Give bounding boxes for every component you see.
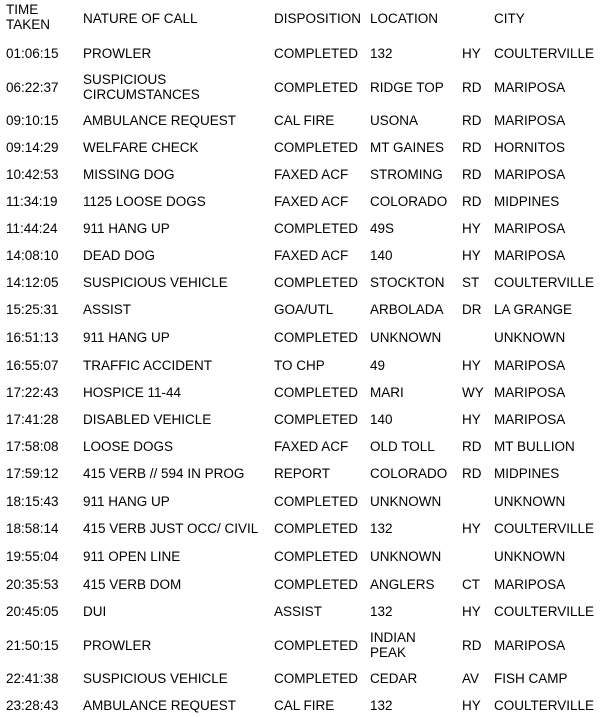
disposition-cell (274, 412, 358, 427)
nature-cell-line: SUSPICIOUS VEHICLE (83, 670, 228, 686)
city-cell (494, 248, 565, 263)
street-suffix-cell (462, 194, 482, 209)
time-cell (6, 549, 59, 564)
street-suffix-cell-line: HY (462, 220, 481, 236)
street-suffix-cell (462, 140, 482, 155)
time-cell (6, 604, 59, 619)
location-cell-line: UNKNOWN (370, 493, 442, 509)
street-suffix-cell (462, 439, 482, 454)
location-cell (370, 330, 441, 345)
street-suffix-cell (462, 248, 481, 263)
street-suffix-cell (462, 466, 482, 481)
location-cell-line: MT GAINES (370, 139, 445, 155)
nature-cell-line: PROWLER (83, 45, 152, 61)
time-cell (6, 80, 59, 95)
time-cell-line: 09:10:15 (6, 112, 59, 128)
street-suffix-cell-line: HY (462, 357, 481, 373)
city-cell-line: HORNITOS (494, 139, 566, 155)
nature-cell-line: 1125 LOOSE DOGS (83, 193, 206, 209)
street-suffix-cell-line: HY (462, 520, 481, 536)
city-cell (494, 412, 565, 427)
street-suffix-cell-line: HY (462, 697, 481, 713)
time-cell (6, 577, 59, 592)
disposition-cell-line: TO CHP (274, 357, 325, 373)
street-suffix-cell-line: ST (462, 274, 480, 290)
city-cell-line: MARIPOSA (494, 411, 566, 427)
time-cell-line: 18:58:14 (6, 520, 59, 536)
street-suffix-cell-line: CT (462, 576, 480, 592)
city-cell (494, 113, 565, 128)
nature-cell-line: AMBULANCE REQUEST (83, 697, 237, 713)
city-cell (494, 439, 575, 454)
street-suffix-cell (462, 80, 482, 95)
disposition-cell-line: REPORT (274, 465, 331, 481)
nature-cell-line: SUSPICIOUS (83, 72, 167, 87)
nature-cell-line: DEAD DOG (83, 247, 156, 263)
city-cell (494, 466, 559, 481)
nature-cell (83, 248, 155, 263)
header-time-line2: TAKEN (6, 17, 51, 32)
disposition-cell (274, 521, 358, 536)
nature-cell (83, 72, 200, 102)
location-cell-line: 132 (370, 697, 393, 713)
disposition-cell-line: FAXED ACF (274, 193, 349, 209)
disposition-cell (274, 494, 358, 509)
city-cell-line: MIDPINES (494, 193, 560, 209)
street-suffix-cell (462, 521, 481, 536)
disposition-cell (274, 671, 358, 686)
city-cell (494, 140, 565, 155)
street-suffix-cell (462, 638, 482, 653)
street-suffix-cell-line: RD (462, 112, 482, 128)
time-cell-line: 21:50:15 (6, 637, 59, 653)
time-cell-line: 23:28:43 (6, 697, 59, 713)
location-cell (370, 140, 444, 155)
location-cell (370, 194, 447, 209)
city-cell-line: MT BULLION (494, 438, 575, 454)
city-cell (494, 604, 594, 619)
nature-cell-line: 415 VERB JUST OCC/ CIVIL (83, 520, 259, 536)
time-cell-line: 09:14:29 (6, 139, 59, 155)
street-suffix-cell (462, 46, 481, 61)
nature-cell (83, 221, 170, 236)
nature-cell (83, 275, 228, 290)
location-cell-line: ARBOLADA (370, 301, 444, 317)
street-suffix-cell-line: HY (462, 603, 481, 619)
time-cell-line: 17:59:12 (6, 465, 59, 481)
disposition-cell-line: FAXED ACF (274, 166, 349, 182)
nature-cell (83, 466, 244, 481)
location-cell-line: 140 (370, 247, 393, 263)
time-cell-line: 17:22:43 (6, 384, 59, 400)
street-suffix-cell (462, 358, 481, 373)
street-suffix-cell (462, 302, 482, 317)
nature-cell-line: AMBULANCE REQUEST (83, 112, 237, 128)
time-cell-line: 11:34:19 (6, 193, 58, 209)
city-cell (494, 46, 594, 61)
street-suffix-cell-line: RD (462, 637, 482, 653)
city-cell (494, 358, 565, 373)
header-location: LOCATION (370, 11, 439, 26)
city-cell-line: MARIPOSA (494, 384, 566, 400)
nature-cell (83, 46, 151, 61)
header-time (6, 2, 50, 32)
time-cell (6, 671, 59, 686)
disposition-cell (274, 385, 358, 400)
nature-cell (83, 412, 211, 427)
location-cell (370, 439, 435, 454)
location-cell (370, 385, 404, 400)
nature-cell (83, 577, 181, 592)
street-suffix-cell (462, 412, 481, 427)
nature-cell (83, 330, 170, 345)
location-cell-line: 49S (370, 220, 395, 236)
location-cell-line: 132 (370, 603, 393, 619)
street-suffix-cell-line: RD (462, 139, 482, 155)
time-cell-line: 01:06:15 (6, 45, 59, 61)
time-cell-line: 19:55:04 (6, 548, 59, 564)
disposition-cell-line: COMPLETED (274, 411, 359, 427)
nature-cell-line: 415 VERB DOM (83, 576, 182, 592)
location-cell (370, 466, 447, 481)
disposition-cell (274, 167, 348, 182)
nature-cell-line: LOOSE DOGS (83, 438, 174, 454)
time-cell (6, 275, 59, 290)
nature-cell-line: 911 HANG UP (83, 220, 170, 236)
disposition-cell-line: CAL FIRE (274, 697, 335, 713)
location-cell-line: USONA (370, 112, 419, 128)
city-cell-line: MARIPOSA (494, 112, 566, 128)
city-cell (494, 385, 565, 400)
city-cell-line: MARIPOSA (494, 576, 566, 592)
time-cell-line: 16:55:07 (6, 357, 59, 373)
nature-cell-line: ASSIST (83, 301, 132, 317)
location-cell (370, 521, 393, 536)
time-cell-line: 06:22:37 (6, 79, 59, 95)
street-suffix-cell-line: AV (462, 670, 480, 686)
disposition-cell (274, 698, 334, 713)
time-cell (6, 46, 59, 61)
disposition-cell (274, 638, 358, 653)
time-cell (6, 248, 59, 263)
location-cell-line: 132 (370, 520, 393, 536)
disposition-cell-line: CAL FIRE (274, 112, 335, 128)
street-suffix-cell (462, 385, 484, 400)
disposition-cell-line: COMPLETED (274, 637, 359, 653)
street-suffix-cell (462, 577, 480, 592)
disposition-cell (274, 46, 358, 61)
location-cell-line: UNKNOWN (370, 548, 442, 564)
location-cell-line: 49 (370, 357, 386, 373)
time-cell (6, 358, 59, 373)
disposition-cell (274, 80, 358, 95)
time-cell-line: 20:45:05 (6, 603, 59, 619)
street-suffix-cell (462, 113, 482, 128)
disposition-cell (274, 221, 358, 236)
disposition-cell (274, 466, 330, 481)
street-suffix-cell (462, 167, 482, 182)
nature-cell-line: 911 HANG UP (83, 329, 170, 345)
city-cell-line: COULTERVILLE (494, 697, 595, 713)
time-cell (6, 330, 59, 345)
street-suffix-cell (462, 604, 481, 619)
disposition-cell-line: COMPLETED (274, 384, 359, 400)
nature-cell (83, 194, 206, 209)
disposition-cell (274, 549, 358, 564)
street-suffix-cell-line: RD (462, 193, 482, 209)
disposition-cell-line: COMPLETED (274, 139, 359, 155)
disposition-cell-line: COMPLETED (274, 493, 359, 509)
nature-cell-line: 415 VERB // 594 IN PROG (83, 465, 245, 481)
location-cell-line: PEAK (370, 645, 407, 660)
disposition-cell (274, 113, 334, 128)
nature-cell (83, 113, 236, 128)
disposition-cell (274, 275, 358, 290)
nature-cell-line: MISSING DOG (83, 166, 175, 182)
city-cell (494, 671, 568, 686)
location-cell (370, 302, 444, 317)
city-cell (494, 638, 565, 653)
table-header (0, 2, 605, 34)
street-suffix-cell (462, 698, 481, 713)
location-cell (370, 358, 385, 373)
city-cell (494, 194, 559, 209)
city-cell-line: UNKNOWN (494, 329, 566, 345)
time-cell-line: 15:25:31 (6, 301, 59, 317)
city-cell (494, 221, 565, 236)
location-cell (370, 412, 393, 427)
header-time-line1: TIME (6, 2, 39, 17)
location-cell (370, 248, 393, 263)
time-cell-line: 16:51:13 (6, 329, 59, 345)
disposition-cell-line: GOA/UTL (274, 301, 334, 317)
location-cell-line: INDIAN (370, 630, 416, 645)
disposition-cell (274, 330, 358, 345)
city-cell (494, 494, 565, 509)
location-cell (370, 549, 441, 564)
disposition-cell-line: COMPLETED (274, 576, 359, 592)
time-cell (6, 140, 59, 155)
street-suffix-cell-line: DR (462, 301, 482, 317)
time-cell (6, 466, 59, 481)
time-cell-line: 14:12:05 (6, 274, 59, 290)
city-cell-line: FISH CAMP (494, 670, 568, 686)
location-cell-line: COLORADO (370, 193, 448, 209)
time-cell-line: 22:41:38 (6, 670, 59, 686)
time-cell-line: 17:58:08 (6, 438, 59, 454)
disposition-cell-line: FAXED ACF (274, 438, 349, 454)
street-suffix-cell-line: RD (462, 79, 482, 95)
time-cell (6, 698, 59, 713)
time-cell (6, 167, 59, 182)
disposition-cell-line: ASSIST (274, 603, 323, 619)
city-cell (494, 698, 594, 713)
location-cell (370, 577, 435, 592)
location-cell (370, 221, 394, 236)
location-cell-line: 140 (370, 411, 393, 427)
city-cell-line: MARIPOSA (494, 220, 566, 236)
disposition-cell-line: COMPLETED (274, 79, 359, 95)
time-cell (6, 439, 59, 454)
city-cell-line: MIDPINES (494, 465, 560, 481)
city-cell-line: LA GRANGE (494, 301, 573, 317)
location-cell-line: STOCKTON (370, 274, 445, 290)
disposition-cell-line: COMPLETED (274, 520, 359, 536)
disposition-cell-line: COMPLETED (274, 329, 359, 345)
nature-cell-line: CIRCUMSTANCES (83, 87, 200, 102)
nature-cell-line: 911 OPEN LINE (83, 548, 181, 564)
street-suffix-cell-line: HY (462, 247, 481, 263)
nature-cell-line: PROWLER (83, 637, 152, 653)
street-suffix-cell-line: RD (462, 438, 482, 454)
nature-cell (83, 302, 131, 317)
location-cell-line: CEDAR (370, 670, 418, 686)
street-suffix-cell (462, 275, 479, 290)
city-cell-line: MARIPOSA (494, 637, 566, 653)
disposition-cell (274, 358, 325, 373)
disposition-cell (274, 302, 333, 317)
street-suffix-cell (462, 221, 481, 236)
city-cell-line: COULTERVILLE (494, 520, 595, 536)
location-cell-line: ANGLERS (370, 576, 435, 592)
city-cell-line: MARIPOSA (494, 79, 566, 95)
time-cell (6, 494, 59, 509)
time-cell-line: 20:35:53 (6, 576, 59, 592)
street-suffix-cell-line: WY (462, 384, 484, 400)
location-cell-line: COLORADO (370, 465, 448, 481)
time-cell (6, 221, 58, 236)
nature-cell-line: 911 HANG UP (83, 493, 170, 509)
time-cell-line: 14:08:10 (6, 247, 59, 263)
city-cell (494, 549, 565, 564)
location-cell (370, 167, 443, 182)
disposition-cell-line: COMPLETED (274, 45, 359, 61)
nature-cell (83, 494, 170, 509)
nature-cell (83, 549, 180, 564)
time-cell-line: 11:44:24 (6, 220, 58, 236)
nature-cell (83, 521, 258, 536)
disposition-cell-line: COMPLETED (274, 220, 359, 236)
location-cell-line: STROMING (370, 166, 443, 182)
location-cell (370, 46, 393, 61)
nature-cell (83, 698, 236, 713)
city-cell (494, 577, 565, 592)
nature-cell (83, 167, 175, 182)
street-suffix-cell-line: RD (462, 166, 482, 182)
city-cell-line: MARIPOSA (494, 357, 566, 373)
nature-cell (83, 140, 199, 155)
location-cell (370, 494, 441, 509)
city-cell (494, 302, 572, 317)
city-cell-line: COULTERVILLE (494, 603, 595, 619)
time-cell (6, 412, 59, 427)
location-cell (370, 604, 393, 619)
location-cell (370, 275, 445, 290)
city-cell-line: MARIPOSA (494, 166, 566, 182)
city-cell-line: COULTERVILLE (494, 45, 595, 61)
nature-cell-line: SUSPICIOUS VEHICLE (83, 274, 228, 290)
time-cell-line: 18:15:43 (6, 493, 59, 509)
location-cell-line: 132 (370, 45, 393, 61)
location-cell (370, 113, 418, 128)
location-cell (370, 671, 417, 686)
street-suffix-cell-line: RD (462, 465, 482, 481)
nature-cell (83, 638, 151, 653)
location-cell (370, 630, 416, 660)
disposition-cell-line: COMPLETED (274, 548, 359, 564)
time-cell (6, 638, 59, 653)
disposition-cell (274, 439, 348, 454)
street-suffix-cell-line: HY (462, 411, 481, 427)
header-disposition: DISPOSITION (274, 11, 362, 26)
city-cell-line: UNKNOWN (494, 548, 566, 564)
disposition-cell-line: COMPLETED (274, 670, 359, 686)
city-cell (494, 275, 594, 290)
nature-cell (83, 671, 228, 686)
location-cell (370, 698, 393, 713)
disposition-cell (274, 248, 348, 263)
city-cell-line: MARIPOSA (494, 247, 566, 263)
street-suffix-cell-line: HY (462, 45, 481, 61)
disposition-cell (274, 577, 358, 592)
location-cell-line: UNKNOWN (370, 329, 442, 345)
time-cell (6, 521, 59, 536)
street-suffix-cell (462, 671, 479, 686)
location-cell-line: MARI (370, 384, 404, 400)
time-cell (6, 302, 59, 317)
location-cell-line: OLD TOLL (370, 438, 435, 454)
disposition-cell (274, 194, 348, 209)
time-cell (6, 194, 58, 209)
header-nature: NATURE OF CALL (83, 11, 198, 26)
nature-cell-line: WELFARE CHECK (83, 139, 199, 155)
nature-cell (83, 604, 106, 619)
nature-cell-line: DISABLED VEHICLE (83, 411, 212, 427)
nature-cell (83, 358, 212, 373)
time-cell-line: 10:42:53 (6, 166, 59, 182)
header-city: CITY (494, 11, 525, 26)
city-cell (494, 330, 565, 345)
city-cell-line: COULTERVILLE (494, 274, 595, 290)
nature-cell-line: TRAFFIC ACCIDENT (83, 357, 213, 373)
time-cell (6, 385, 59, 400)
disposition-cell-line: FAXED ACF (274, 247, 349, 263)
time-cell-line: 17:41:28 (6, 411, 59, 427)
disposition-cell-line: COMPLETED (274, 274, 359, 290)
nature-cell (83, 439, 173, 454)
location-cell-line: RIDGE TOP (370, 79, 444, 95)
city-cell (494, 167, 565, 182)
location-cell (370, 80, 444, 95)
city-cell-line: UNKNOWN (494, 493, 566, 509)
city-cell (494, 80, 565, 95)
disposition-cell (274, 140, 358, 155)
nature-cell (83, 385, 181, 400)
disposition-cell (274, 604, 322, 619)
time-cell (6, 113, 59, 128)
city-cell (494, 521, 594, 536)
nature-cell-line: HOSPICE 11-44 (83, 384, 182, 400)
nature-cell-line: DUI (83, 603, 107, 619)
